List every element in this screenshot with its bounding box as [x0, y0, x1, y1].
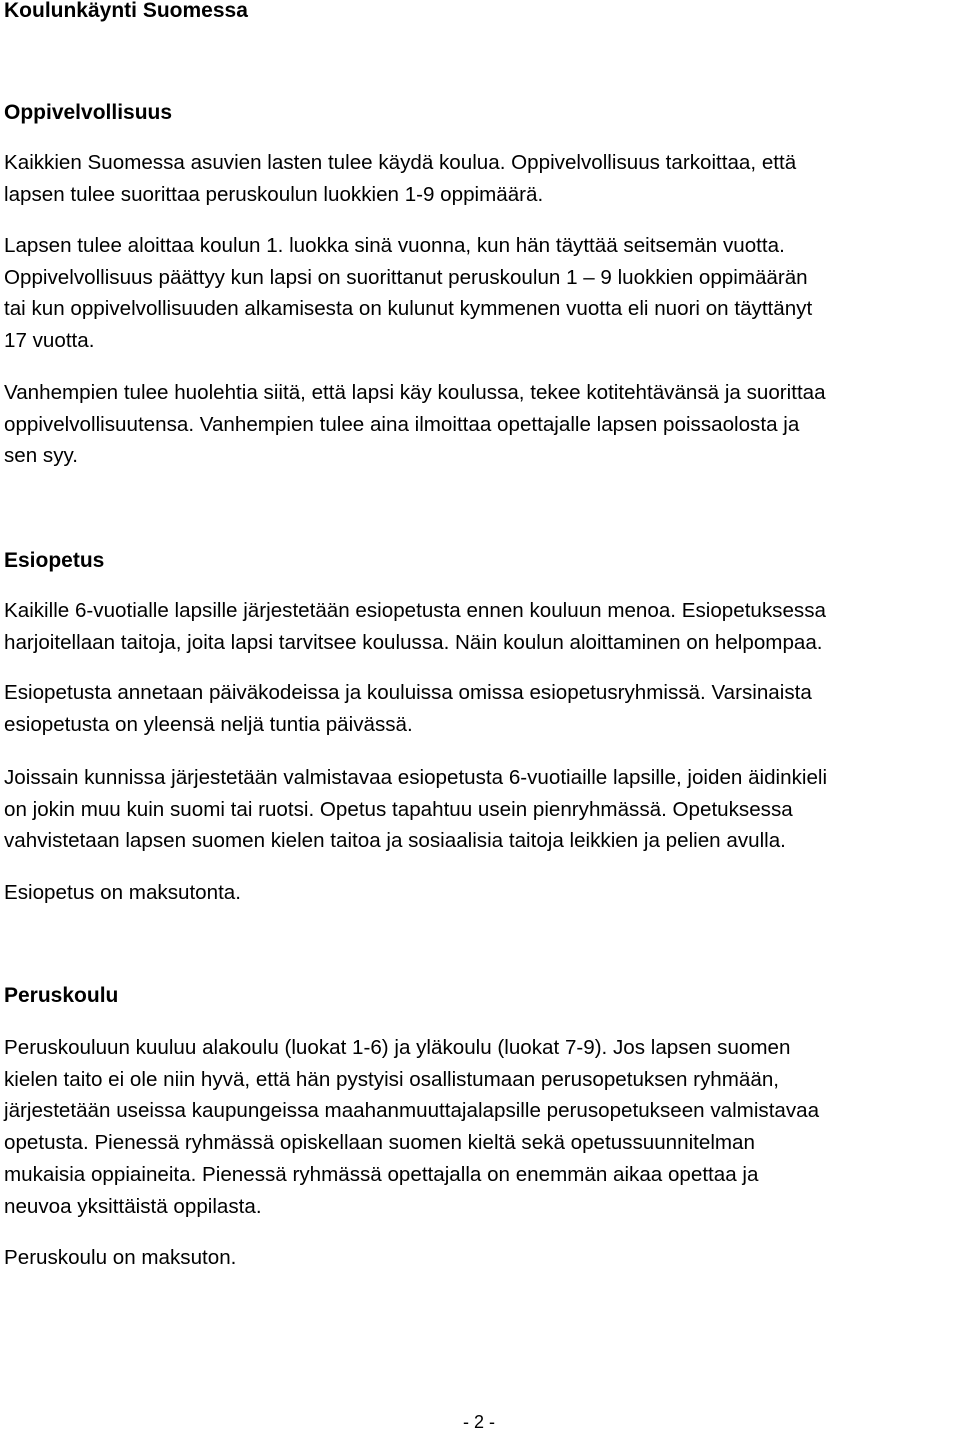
text-line: oppivelvollisuutensa. Vanhempien tulee aina ilmoittaa opettajalle lapsen poissaolosta ja — [4, 412, 800, 436]
text-line: vahvistetaan lapsen suomen kielen taitoa ja sosiaalisia taitoja leikkien ja pelien avulla. — [4, 829, 786, 853]
paragraph — [4, 1242, 960, 1274]
text-line: Esiopetus on maksutonta. — [4, 881, 241, 904]
text-line: neuvoa yksittäistä oppilasta. — [4, 1194, 262, 1218]
text-line: Kaikkien Suomessa asuvien lasten tulee käydä koulua. Oppivelvollisuus tarkoittaa, että — [4, 151, 797, 174]
text-line: Vanhempien tulee huolehtia siitä, että lapsi käy koulussa, tekee kotitehtävänsä ja suorittaa — [4, 381, 826, 404]
text-line: järjestetään useissa kaupungeissa maahanmuuttajalapsille perusopetukseen valmistavaa — [4, 1099, 820, 1123]
text-line: Joissain kunnissa järjestetään valmistavaa esiopetusta 6-vuotiaille lapsille, joiden äidinkieli — [4, 766, 828, 789]
paragraph — [4, 762, 960, 857]
paragraph — [4, 377, 960, 472]
section-heading-oppivelvollisuus: Oppivelvollisuus — [4, 101, 173, 124]
paragraph — [4, 677, 960, 740]
text-line: Lapsen tulee aloittaa koulun 1. luokka sinä vuonna, kun hän täyttää seitsemän vuotta. — [4, 234, 785, 257]
section-heading-peruskoulu: Peruskoulu — [4, 984, 119, 1007]
text-line: on jokin muu kuin suomi tai ruotsi. Opetus tapahtuu usein pienryhmässä. Opetuksessa — [4, 797, 793, 821]
document-title: Koulunkäynti Suomessa — [4, 0, 248, 22]
text-line: lapsen tulee suorittaa peruskoulun luokkien 1-9 oppimäärä. — [4, 182, 544, 206]
section-heading-esiopetus: Esiopetus — [4, 549, 105, 572]
paragraph — [4, 595, 960, 658]
text-line: Esiopetusta annetaan päiväkodeissa ja kouluissa omissa esiopetusryhmissä. Varsinaista — [4, 681, 812, 704]
text-line: sen syy. — [4, 444, 79, 468]
text-line: Peruskoulu on maksuton. — [4, 1246, 237, 1269]
text-line: Peruskouluun kuuluu alakoulu (luokat 1-6) ja yläkoulu (luokat 7-9). Jos lapsen suomen — [4, 1036, 791, 1059]
paragraph — [4, 1032, 960, 1222]
page-number: - 2 - — [463, 1412, 496, 1432]
paragraph — [4, 877, 960, 909]
paragraph — [4, 147, 960, 210]
text-line: kielen taito ei ole niin hyvä, että hän pystyisi osallistumaan perusopetuksen ryhmään, — [4, 1067, 779, 1091]
text-line: opetusta. Pienessä ryhmässä opiskellaan suomen kieltä sekä opetussuunnitelman — [4, 1131, 755, 1155]
text-line: Oppivelvollisuus päättyy kun lapsi on suorittanut peruskoulun 1 – 9 luokkien oppimäärän — [4, 265, 808, 289]
text-line: tai kun oppivelvollisuuden alkamisesta on kulunut kymmenen vuotta eli nuori on täyttänyt — [4, 297, 813, 321]
paragraph — [4, 230, 960, 357]
text-line: Kaikille 6-vuotialle lapsille järjestetään esiopetusta ennen kouluun menoa. Esiopetuksessa — [4, 599, 826, 622]
text-line: 17 vuotta. — [4, 329, 95, 353]
text-line: esiopetusta on yleensä neljä tuntia päivässä. — [4, 712, 413, 736]
text-line: harjoitellaan taitoja, joita lapsi tarvitsee koulussa. Näin koulun aloittaminen on helpompaa. — [4, 630, 823, 654]
text-line: mukaisia oppiaineita. Pienessä ryhmässä opettajalla on enemmän aikaa opettaa ja — [4, 1162, 759, 1186]
